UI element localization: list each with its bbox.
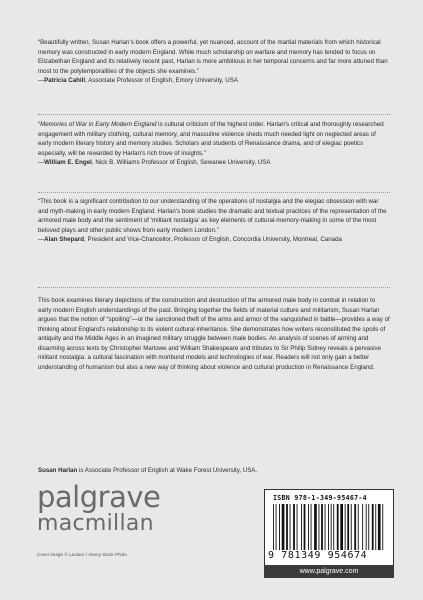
description-text: This book examines literary depictions of the construction and destruction of the armored male body in combat in relation to early modern English understandings of the past. Bringing together the fields of material culture and militarism, Susan Harlan argues that the notion of “spoiling”—or the sanctioned theft of the arms and armor of the vanquished in battle—provides a way of thinking about England’s relationship to its violent cultural inheritance. She demonstrates how writers reconstituted the spoils of antiquity and the Middle Ages in an imagined military struggle between male bodies. An analysis of scenes of arming and disarming across texts by Christopher Marlowe and William Shakespeare and tributes to Sir Philip Sidney reveals a pervasive militant nostalgia: a cultural fascination with moribund models and technologies of war. Readers will not only gain a better understanding of humanism but also a new way of thinking about violence and cultural production in Renaissance England.: [38, 297, 390, 371]
author-bio-text: is Associate Professor of English at Wake Forest University, USA.: [77, 467, 258, 474]
book-description: [38, 296, 390, 372]
quote-attribution: —Patricia Cahill, Associate Professor of English, Emory University, USA: [38, 77, 238, 84]
logo-macmillan: macmillan: [37, 511, 154, 536]
reviewer-affiliation: , President and Vice-Chancellor, Professor of English, Concordia University, Montreal, Canada: [84, 236, 342, 243]
barcode-bars: [271, 504, 387, 550]
publisher-logo: [37, 480, 161, 536]
author-name: Susan Harlan: [38, 467, 78, 474]
reviewer-affiliation: , Associate Professor of English, Emory University, USA: [85, 77, 238, 84]
isbn-barcode: [264, 489, 394, 566]
quote-attribution: —William E. Engel, Nick B. Williams Professor of English, Sewanee University, USA: [38, 159, 271, 166]
reviewer-name: Alan Shepard: [44, 236, 84, 243]
review-quote-2: [38, 120, 390, 168]
reviewer-affiliation: , Nick B. Williams Professor of English, Sewanee University, USA: [91, 159, 271, 166]
isbn-label: ISBN 978-1-349-95467-4: [273, 494, 367, 502]
ean-digits: 9 781349 954674: [268, 550, 368, 561]
reviewer-name: Patricia Cahill: [44, 77, 86, 84]
quote-attribution: —Alan Shepard, President and Vice-Chancellor, Professor of English, Concordia University, Montreal, Canada: [38, 236, 342, 243]
divider: [38, 287, 390, 288]
publisher-website: www.palgrave.com: [264, 565, 394, 578]
divider: [38, 114, 390, 115]
cover-image-credit: Cover image © Lautaro / Alamy Stock Photo: [37, 552, 127, 557]
quote-text: “Beautifully written, Susan Harlan’s book offers a powerful, yet nuanced, account of the martial materials from which historical memory was constructed in early modern England. While much scholarship on warfare and memory has tended to focus on Elizabethan England and its relatively recent past, Harlan is more ambitious in her temporal concerns and far more attuned than most to the polytemporalities of the objects she examines.”: [38, 39, 388, 75]
quote-text: “Memories of War in Early Modern England is cultural criticism of the highest order. Harlan’s critical and thoroughly researched engagement with military clothing, cultural memory, and masculine violence sheds much needed light on neglected areas of early modern literary history and memory studies. Scholars and students of Renaissance drama, and of elegiac poetics especially, will be rewarded by Harlan’s rich trove of insights.”: [38, 121, 384, 157]
quote-text: “This book is a significant contribution to our understanding of the operations of nostalgia and the elegiac obsession with war and myth-making in early modern England. Harlan’s book studies the dramatic and textual practices of the representation of the armored male body and the sentiment of ‘militant nostalgia’ as key elements of cultural-memory-making in some of the most beloved plays and other public shows from early modern London.”: [38, 198, 387, 234]
reviewer-name: William E. Engel: [44, 159, 92, 166]
review-quote-1: [38, 38, 390, 86]
author-bio: [38, 466, 390, 476]
book-title-italic: Memories of War in Early Modern England: [40, 121, 157, 128]
logo-palgrave: palgrave: [37, 480, 161, 514]
review-quote-3: [38, 197, 390, 245]
divider: [38, 192, 390, 193]
